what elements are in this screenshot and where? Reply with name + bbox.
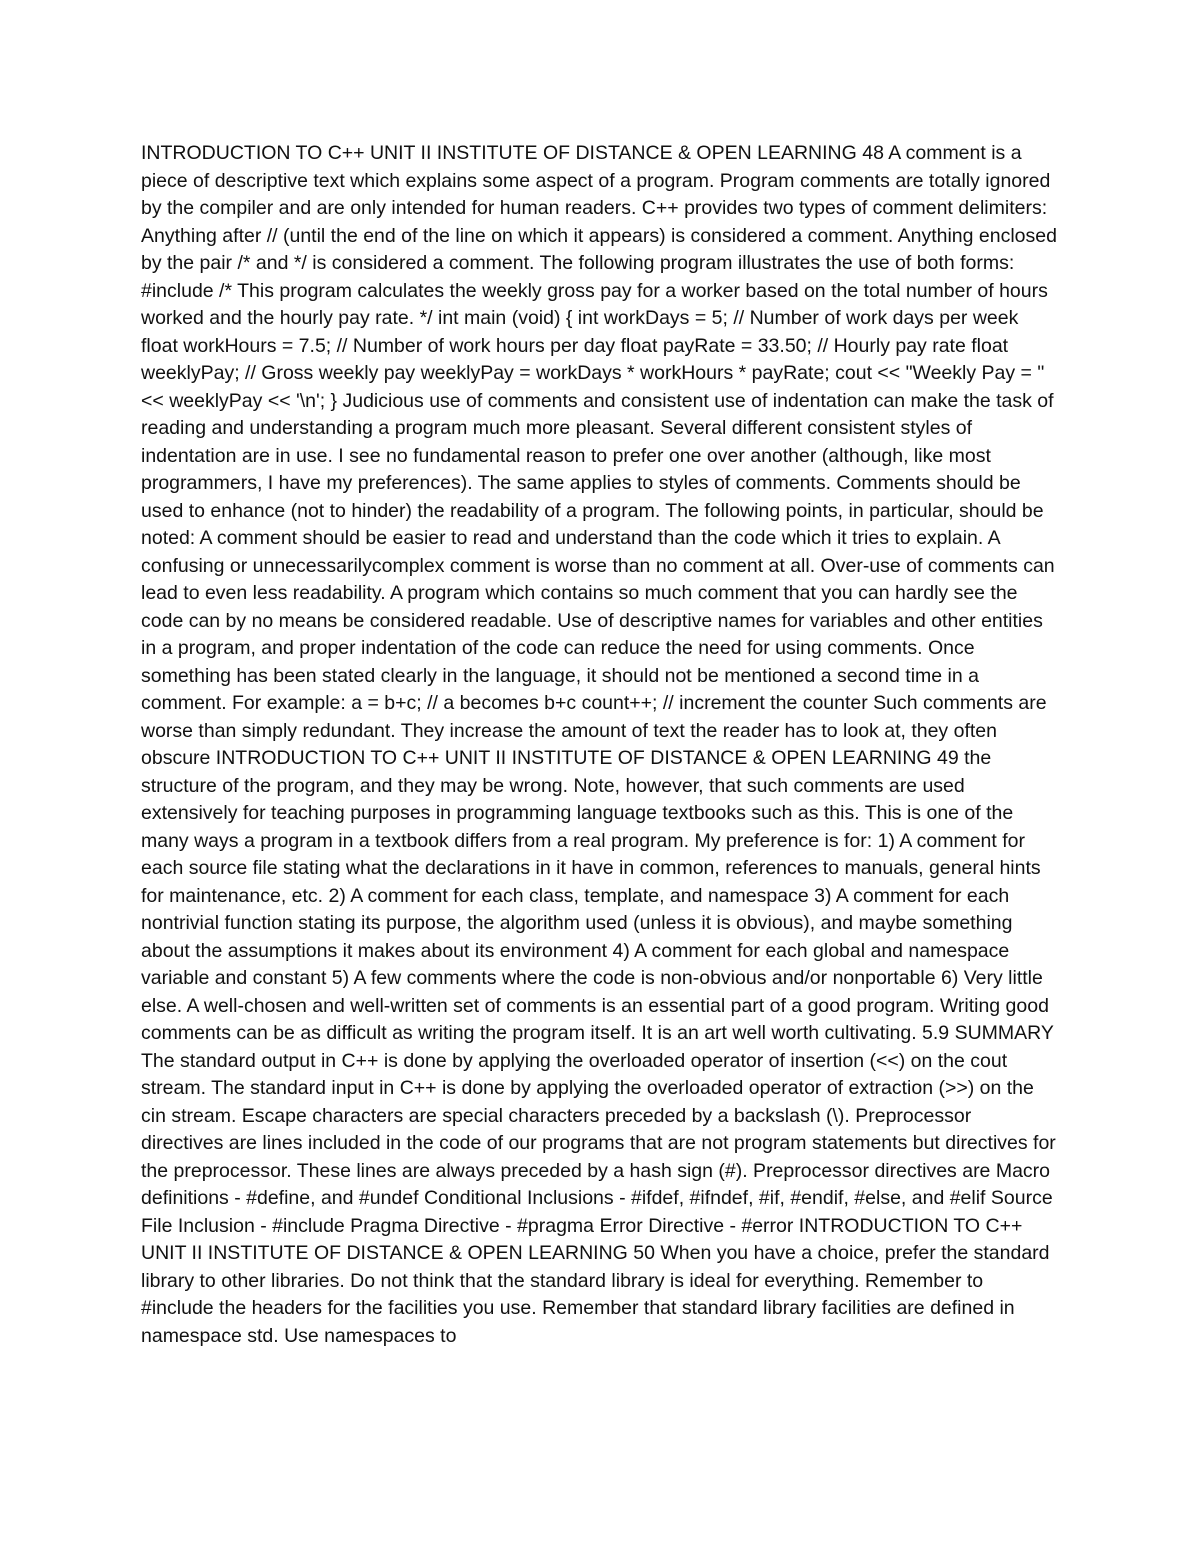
document-body-text: INTRODUCTION TO C++ UNIT II INSTITUTE OF DISTANCE & OPEN LEARNING 48 A comment is a piece of descriptive text which explains some aspect of a program. Program comments are totally ignored by the compiler and are only intended for human readers. C++ provides two types of comment delimiters: Anything after // (until the end of the line on which it appears) is considered a comment. Anything enclosed by the pair /* and */ is considered a comment. The following program illustrates the use of both forms: #include /* This program calculates the weekly gross pay for a worker based on the total number of hours worked and the hourly pay rate. */ int main (void) { int workDays = 5; // Number of work days per week float workHours = 7.5; // Number of work hours per day float payRate = 33.50; // Hourly pay rate float weeklyPay; // Gross weekly pay weeklyPay = workDays * workHours * payRate; cout << "Weekly Pay = " << weeklyPay << '\n'; } Judicious use of comments and consistent use of indentation can make the task of reading and understanding a program much more pleasant. Several different consistent styles of indentation are in use. I see no fundamental reason to prefer one over another (although, like most programmers, I have my preferences). The same applies to styles of comments. Comments should be used to enhance (not to hinder) the readability of a program. The following points, in particular, should be noted: A comment should be easier to read and understand than the code which it tries to explain. A confusing or unnecessarilycomplex comment is worse than no comment at all. Over-use of comments can lead to even less readability. A program which contains so much comment that you can hardly see the code can by no means be considered readable. Use of descriptive names for variables and other entities in a program, and proper indentation of the code can reduce the need for using comments. Once something has been stated clearly in the language, it should not be mentioned a second time in a comment. For example: a = b+c; // a becomes b+c count++; // increment the counter Such comments are worse than simply redundant. They increase the amount of text the reader has to look at, they often obscure INTRODUCTION TO C++ UNIT II INSTITUTE OF DISTANCE & OPEN LEARNING 49 the structure of the program, and they may be wrong. Note, however, that such comments are used extensively for teaching purposes in programming language textbooks such as this. This is one of the many ways a program in a textbook differs from a real program. My preference is for: 1) A comment for each source file stating what the declarations in it have in common, references to manuals, general hints for maintenance, etc. 2) A comment for each class, template, and namespace 3) A comment for each nontrivial function stating its purpose, the algorithm used (unless it is obvious), and maybe something about the assumptions it makes about its environment 4) A comment for each global and namespace variable and constant 5) A few comments where the code is non-obvious and/or nonportable 6) Very little else. A well-chosen and well-written set of comments is an essential part of a good program. Writing good comments can be as difficult as writing the program itself. It is an art well worth cultivating. 5.9 SUMMARY The standard output in C++ is done by applying the overloaded operator of insertion (<<) on the cout stream. The standard input in C++ is done by applying the overloaded operator of extraction (>>) on the cin stream. Escape characters are special characters preceded by a backslash (\). Preprocessor directives are lines included in the code of our programs that are not program statements but directives for the preprocessor. These lines are always preceded by a hash sign (#). Preprocessor directives are Macro definitions - #define, and #undef Conditional Inclusions - #ifdef, #ifndef, #if, #endif, #else, and #elif Source File Inclusion - #include Pragma Directive - #pragma Error Directive - #error INTRODUCTION TO C++ UNIT II INSTITUTE OF DISTANCE & OPEN LEARNING 50 When you have a choice, prefer the standard library to other libraries. Do not think that the standard library is ideal for everything. Remember to #include the headers for the facilities you use. Remember that standard library facilities are defined in namespace std. Use namespaces to	[141, 142, 1057, 1347]
